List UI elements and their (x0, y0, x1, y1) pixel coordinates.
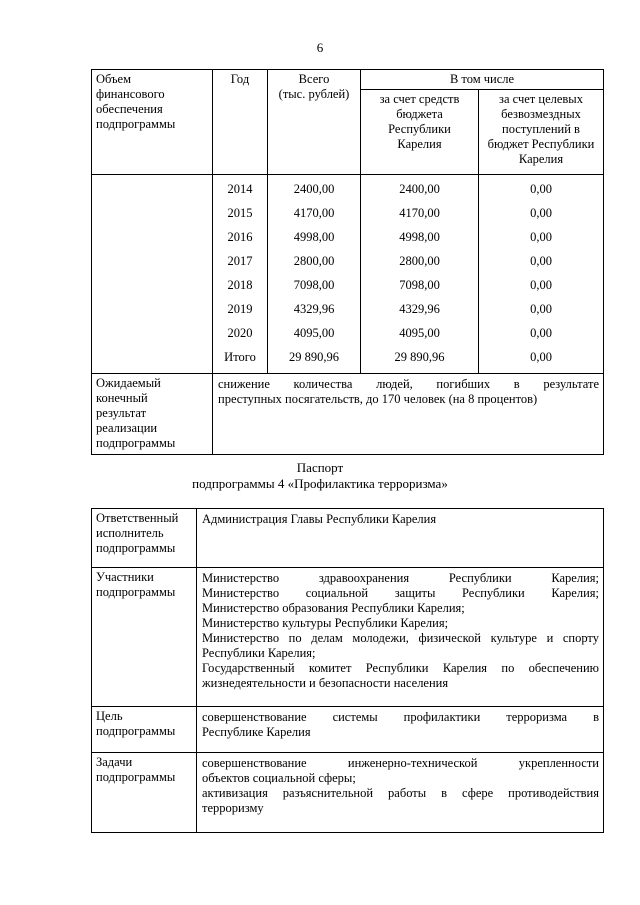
budget-cell: 4095,00 (399, 326, 440, 340)
expected-result-text: снижение количества людей, погибших в результате преступных посягательств, до 170 человек (на 8 процентов) (213, 374, 604, 455)
grants-cell: 0,00 (530, 182, 552, 196)
col-budget-header: за счет средств бюджета Республики Карелия (361, 90, 479, 175)
total-cell: 4329,96 (293, 302, 335, 316)
total-cell: 4095,00 (293, 326, 335, 340)
grants-cell: 0,00 (530, 254, 552, 268)
year-cell: 2016 (227, 230, 253, 244)
passport-table (91, 508, 604, 833)
col-year-header: Год (213, 70, 268, 175)
budget-cell: 2800,00 (399, 254, 440, 268)
passport-title: Паспорт (296, 460, 344, 475)
year-cell: 2015 (227, 206, 253, 220)
year-cell: 2018 (227, 278, 253, 292)
budget-column (361, 175, 479, 374)
goal-label: Цель подпрограммы (92, 707, 197, 753)
grants-cell: 0,00 (530, 350, 552, 364)
total-cell: 29 890,96 (289, 350, 339, 364)
total-cell: 4170,00 (293, 206, 335, 220)
total-cell: 2800,00 (293, 254, 335, 268)
budget-cell: 7098,00 (399, 278, 440, 292)
year-cell: 2019 (227, 302, 253, 316)
grants-cell: 0,00 (530, 302, 552, 316)
col-including-header: В том числе (361, 70, 604, 90)
grants-cell: 0,00 (530, 278, 552, 292)
expected-result-label: Ожидаемый конечный результат реализации подпрограммы (92, 374, 213, 455)
grants-cell: 0,00 (530, 230, 552, 244)
total-cell: 4998,00 (293, 230, 335, 244)
total-cell: 2400,00 (293, 182, 335, 196)
finance-row-label: Объем финансового обеспечения подпрограммы (92, 70, 213, 175)
responsible-label: Ответственный исполнитель подпрограммы (92, 509, 197, 568)
responsible-text: Администрация Главы Республики Карелия (197, 509, 604, 568)
participants-label: Участники подпрограммы (92, 568, 197, 707)
total-cell: 7098,00 (293, 278, 335, 292)
budget-cell: 4329,96 (399, 302, 440, 316)
finance-empty-cell (92, 175, 213, 374)
grants-cell: 0,00 (530, 326, 552, 340)
goal-text: совершенствование системы профилактики терроризма в Республике Карелия (197, 707, 604, 753)
year-column (213, 175, 268, 374)
grants-cell: 0,00 (530, 206, 552, 220)
year-cell: 2017 (227, 254, 253, 268)
page-number: 6 (316, 40, 324, 55)
budget-cell: 29 890,96 (394, 350, 445, 364)
grants-column (479, 175, 604, 374)
participants-text: Министерство здравоохранения Республики Карелия; Министерство социальной защиты Республики Карелия; Министерство образования Республики Карелия; Министерство культуры Республики Карелия; Министерство по делам молодежи, физической культуре и спорту Республики Карелия; Государственный комитет Республики Карелия по обеспечению жизнедеятельности и безопасности населения (197, 568, 604, 707)
year-cell: 2014 (227, 182, 253, 196)
col-grants-header: за счет целевых безвозмездных поступлений в бюджет Республики Карелия (479, 90, 604, 175)
tasks-label: Задачи подпрограммы (92, 753, 197, 833)
year-cell: 2020 (227, 326, 253, 340)
total-column (268, 175, 361, 374)
col-total-header: Всего (тыс. рублей) (268, 70, 361, 175)
budget-cell: 4170,00 (399, 206, 440, 220)
tasks-text: совершенствование инженерно-технической укрепленности объектов социальной сферы; активизация разъяснительной работы в сфере противодействия терроризму (197, 753, 604, 833)
budget-cell: 2400,00 (399, 182, 440, 196)
budget-cell: 4998,00 (399, 230, 440, 244)
passport-subtitle: подпрограммы 4 «Профилактика терроризма» (192, 476, 448, 491)
year-cell: Итого (224, 350, 256, 364)
finance-table (91, 69, 604, 455)
